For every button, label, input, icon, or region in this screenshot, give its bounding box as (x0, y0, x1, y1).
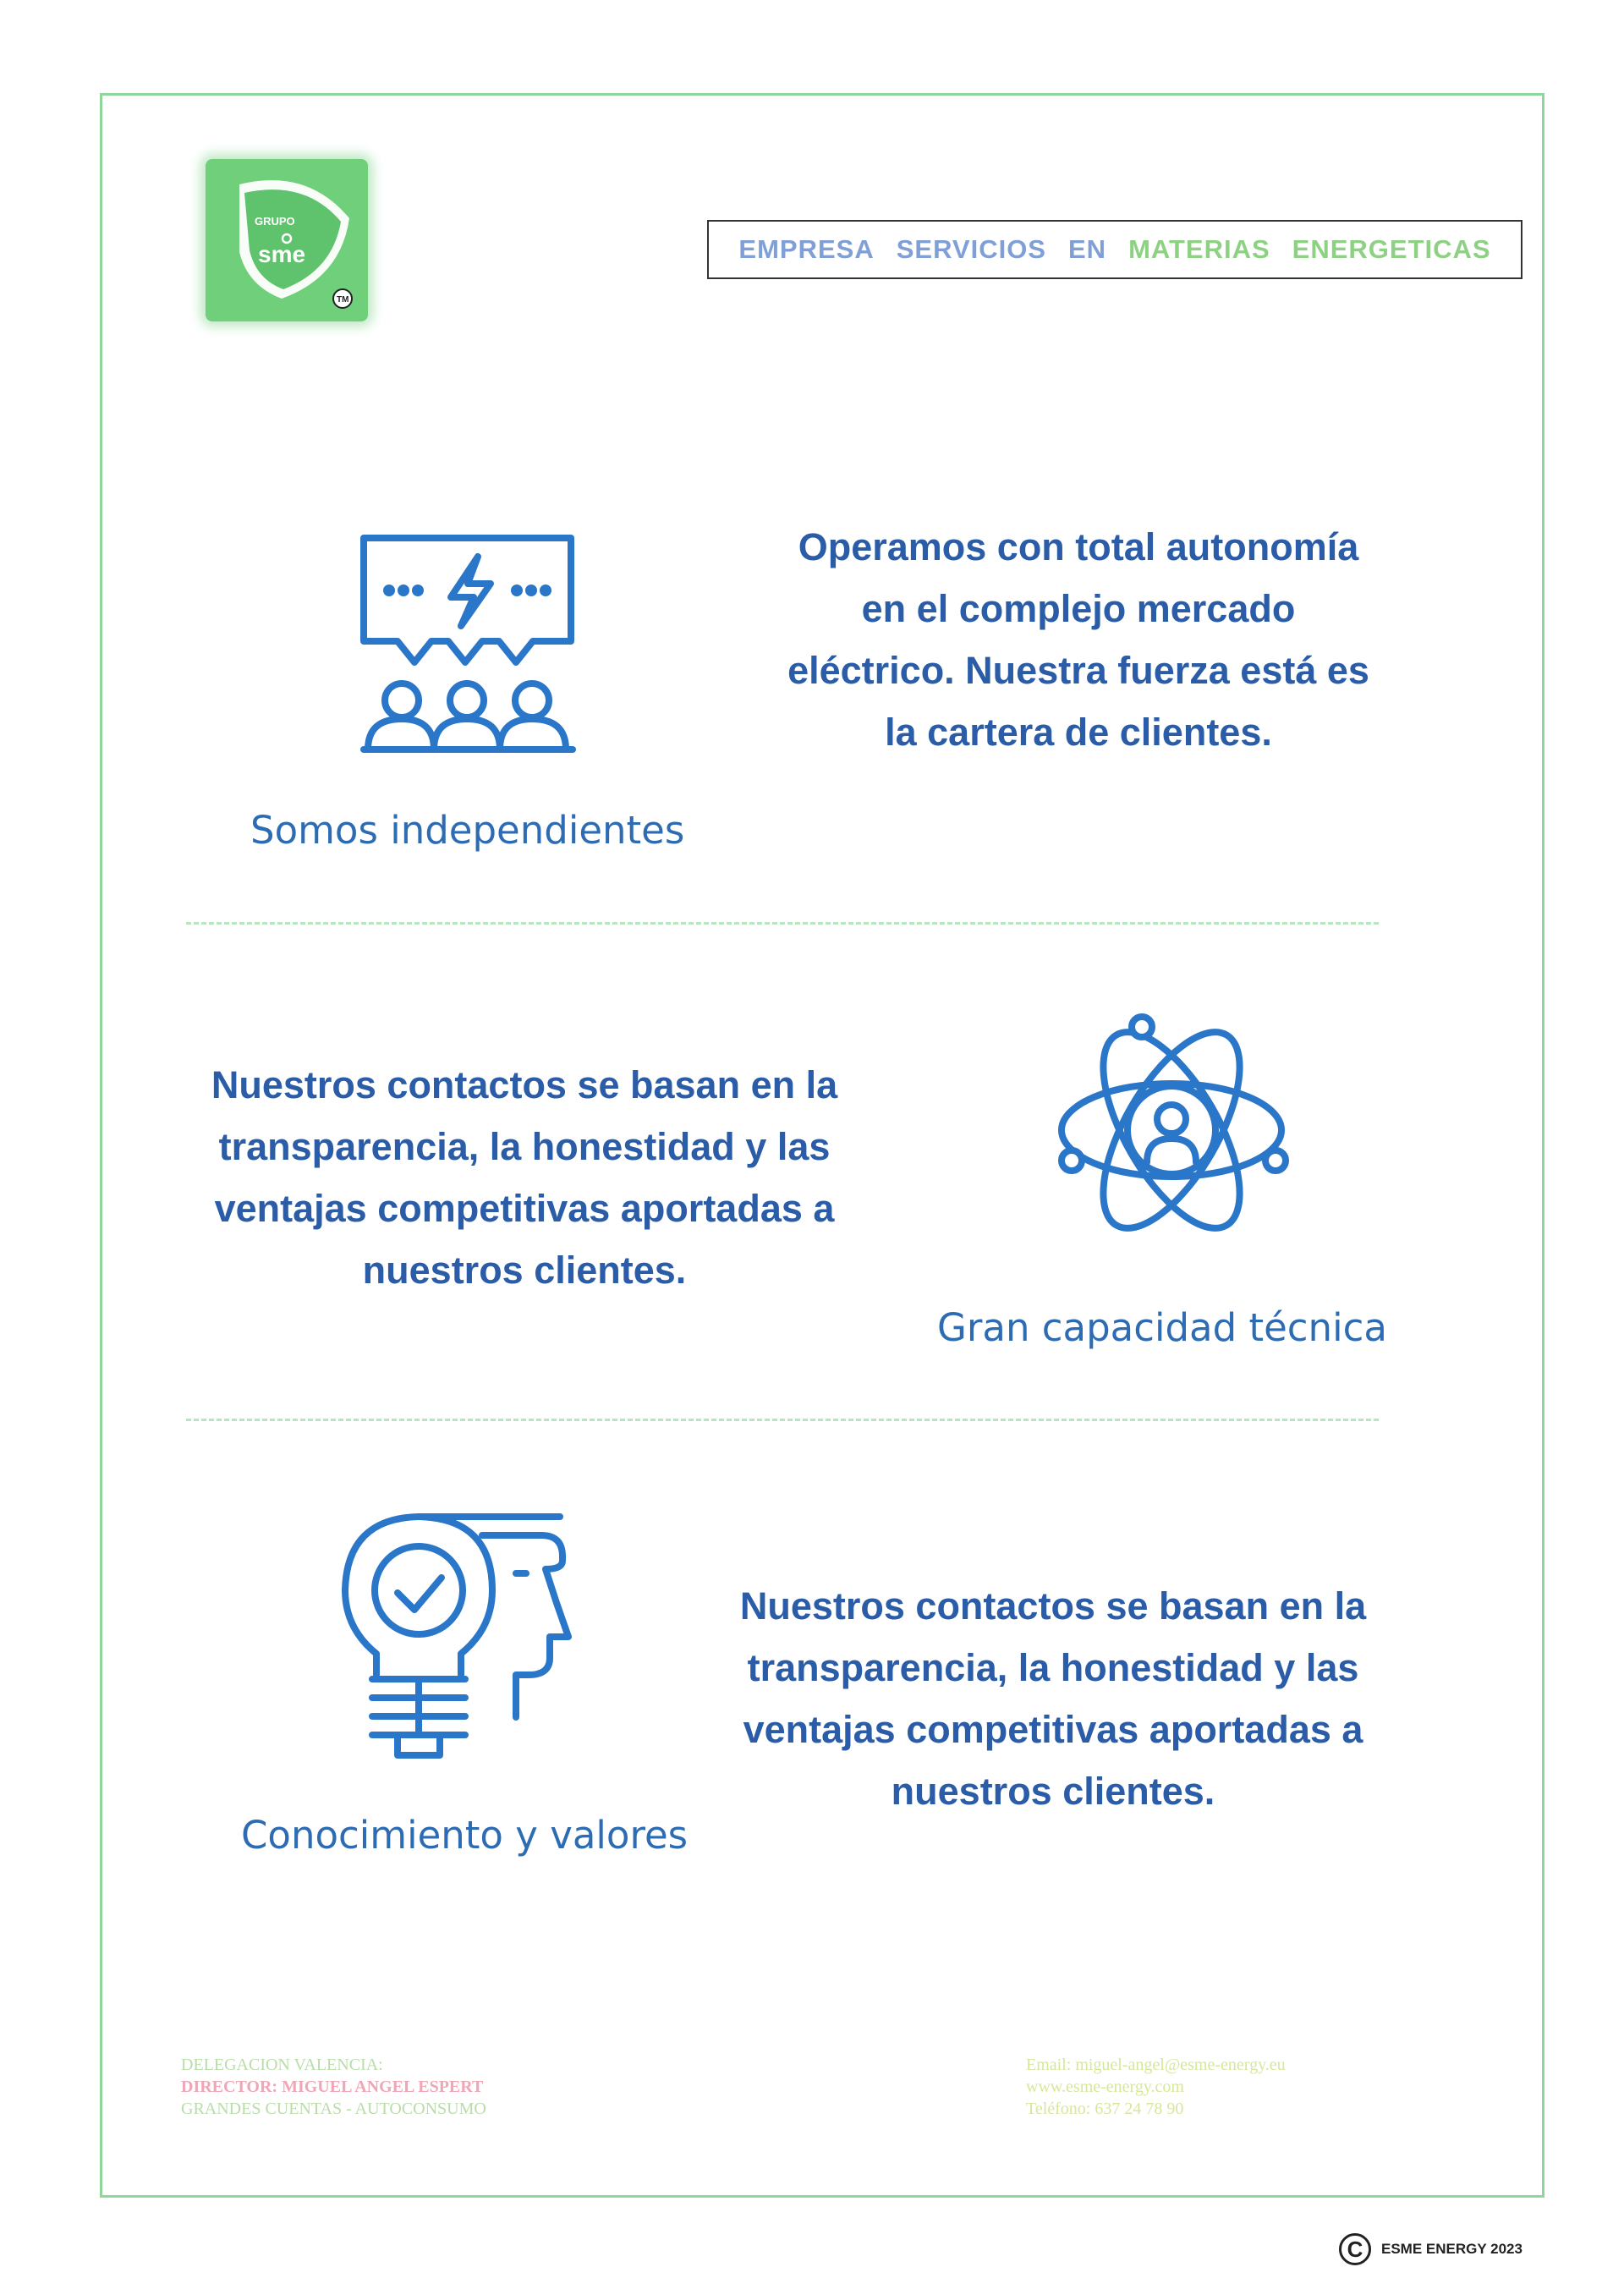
text-line: Operamos con total autonomía (798, 525, 1359, 568)
footer-line: DELEGACION VALENCIA: (181, 2056, 383, 2074)
section-3-caption: Conocimiento y valores (241, 1813, 689, 1858)
text-line: nuestros clientes. (891, 1770, 1215, 1813)
text-line: en el complejo mercado (861, 587, 1296, 630)
footer-email[interactable]: Email: miguel-angel@esme-energy.eu (1026, 2056, 1286, 2074)
text-line: transparencia, la honestidad y las (218, 1125, 831, 1168)
section-divider (186, 1419, 1379, 1421)
footer-line: GRANDES CUENTAS - AUTOCONSUMO (181, 2100, 486, 2118)
header-word: EMPRESA (738, 234, 875, 264)
header-word: SERVICIOS (896, 234, 1046, 264)
logo-trademark: TM (337, 295, 349, 305)
copyright-icon: C (1339, 2233, 1371, 2265)
logo-text-grupo: GRUPO (255, 215, 295, 228)
section-1-text (753, 516, 1404, 763)
section-divider (186, 922, 1379, 925)
text-line: Nuestros contactos se basan en la (211, 1063, 838, 1106)
header-word: MATERIAS (1128, 234, 1270, 264)
header-word: ENERGETICAS (1292, 234, 1491, 264)
footer-line: DIRECTOR: MIGUEL ANGEL ESPERT (181, 2078, 484, 2096)
footer-delegation (181, 2054, 486, 2120)
section-2-caption: Gran capacidad técnica (937, 1305, 1387, 1350)
text-line: ventajas competitivas aportadas a (743, 1708, 1363, 1751)
text-line: eléctrico. Nuestra fuerza está es (787, 649, 1369, 692)
team-lightning-icon (351, 531, 579, 763)
text-line: transparencia, la honestidad y las (747, 1646, 1359, 1689)
copyright-text: ESME ENERGY 2023 (1381, 2241, 1522, 2257)
text-line: la cartera de clientes. (885, 711, 1272, 754)
text-line: Nuestros contactos se basan en la (739, 1584, 1367, 1628)
footer-phone: Teléfono: 637 24 78 90 (1026, 2100, 1184, 2118)
header-word: EN (1067, 234, 1107, 264)
footer-website[interactable]: www.esme-energy.com (1026, 2078, 1184, 2096)
header-tagline (707, 220, 1522, 279)
company-logo (206, 159, 368, 321)
section-1-caption: Somos independientes (250, 808, 685, 853)
atom-person-icon (1049, 1003, 1294, 1260)
text-line: ventajas competitivas aportadas a (214, 1187, 835, 1230)
section-3-text (723, 1575, 1383, 1822)
footer-contact (1026, 2054, 1286, 2120)
section-2-text (186, 1054, 863, 1301)
text-line: nuestros clientes. (362, 1249, 687, 1292)
copyright-notice (1339, 2233, 1522, 2265)
logo-text-sme: sme (258, 241, 306, 267)
lightbulb-head-icon (338, 1510, 575, 1767)
